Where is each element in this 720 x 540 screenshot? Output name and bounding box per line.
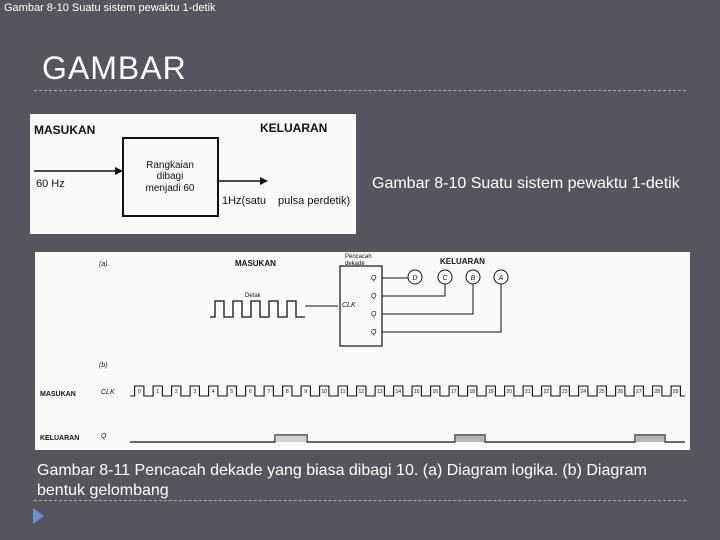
part-a-label: (a) [99, 261, 108, 268]
qd-pulse-2 [455, 435, 485, 442]
block-text-1: Rangkaian [146, 160, 194, 171]
row-output-label: KELUARAN [40, 435, 80, 442]
block-text-3: menjadi 60 [145, 183, 195, 194]
pin-clk: CLK [342, 302, 356, 309]
clk-pulse-number: 27 [636, 389, 642, 395]
footer-divider [34, 500, 686, 501]
row-qd-label: Q [101, 433, 107, 440]
clk-pulse-number: 11 [340, 389, 346, 395]
figure-8-10-caption: Gambar 8-10 Suatu sistem pewaktu 1-detik [372, 175, 680, 192]
clk-pulse-number: 29 [673, 389, 679, 395]
clk-pulse-number: 3 [193, 389, 197, 395]
counter-label-1: Pencacah [345, 254, 372, 260]
qd-pulse-1 [275, 435, 307, 442]
row-clk-label: CLK [101, 389, 115, 396]
fig1-input-heading: MASUKAN [34, 123, 96, 137]
clk-pulse-number: 7 [267, 389, 271, 395]
clk-pulse-number: 14 [395, 389, 402, 395]
clk-pulse-number: 10 [321, 389, 328, 395]
clk-pulse-number: 28 [654, 389, 661, 395]
play-arrow-icon[interactable] [33, 508, 44, 524]
output-c-label: C [442, 275, 448, 282]
input-arrowhead [115, 167, 123, 175]
output-b-label: B [470, 275, 476, 282]
clk-pulse-number: 25 [599, 389, 605, 395]
clk-pulse-number: 23 [562, 389, 568, 395]
clk-pulse-number: 13 [377, 389, 383, 395]
pin-qc: Q [371, 293, 377, 300]
clk-pulse-number: 1 [156, 389, 160, 395]
clk-pulse-number: 12 [358, 389, 365, 395]
clk-pulse-number: 24 [580, 389, 587, 395]
clk-pulse-number: 22 [543, 389, 550, 395]
figure-8-11-caption: Gambar 8-11 Pencacah dekade yang biasa dibagi 10. (a) Diagram logika. (b) Diagram bentuk gelombang [37, 462, 647, 499]
counter-label-2: dekade [345, 261, 365, 267]
clk-pulse-number: 20 [506, 389, 513, 395]
output-a-label: A [498, 275, 504, 282]
qd-pulse-3 [635, 435, 665, 442]
header-caption: Gambar 8-10 Suatu sistem pewaktu 1-detik [4, 2, 216, 14]
output-arrowhead [260, 177, 268, 185]
clk-pulse-number: 18 [469, 389, 476, 395]
clk-pulse-number: 26 [617, 389, 624, 395]
title-divider [34, 90, 686, 91]
part-b-label: (b) [99, 362, 108, 369]
figure-timer-diagram [30, 114, 356, 234]
figure-decade-counter [35, 252, 690, 450]
clk-pulse-number: 19 [488, 389, 494, 395]
qd-waveform [130, 435, 685, 442]
pin-qd: Q [371, 275, 377, 282]
row-input-label: MASUKAN [40, 391, 76, 398]
input-signal-label: 60 Hz [36, 178, 65, 190]
pin-qa: Q [371, 329, 377, 336]
clk-pulse-number: 8 [285, 389, 289, 395]
clk-pulse-number: 2 [174, 389, 178, 395]
clk-pulse-number: 9 [304, 389, 308, 395]
output-signal-label: 1Hz(satu [222, 195, 267, 207]
clock-waveform [210, 301, 305, 317]
clk-pulse-number: 16 [432, 389, 439, 395]
pin-qb: Q [371, 311, 377, 318]
slide-title: GAMBAR [42, 50, 187, 86]
clock-label: Detak [245, 293, 261, 299]
output-d-label: D [412, 275, 418, 282]
clk-pulse-number: 0 [137, 389, 141, 395]
clk-pulse-train [130, 386, 685, 396]
clk-pulse-number: 17 [451, 389, 457, 395]
clk-pulse-number: 21 [525, 389, 531, 395]
clk-pulse-number: 4 [211, 389, 215, 395]
fig1-output-heading: KELUARAN [260, 121, 328, 135]
clk-pulse-number: 6 [248, 389, 252, 395]
output-note-label: pulsa perdetik) [278, 195, 351, 207]
block-text-2: dibagi [156, 171, 184, 182]
clk-pulse-number: 15 [414, 389, 420, 395]
clk-pulse-number: 5 [230, 389, 234, 395]
fig2-input-heading: MASUKAN [235, 259, 276, 268]
fig2-output-heading: KELUARAN [440, 257, 485, 266]
